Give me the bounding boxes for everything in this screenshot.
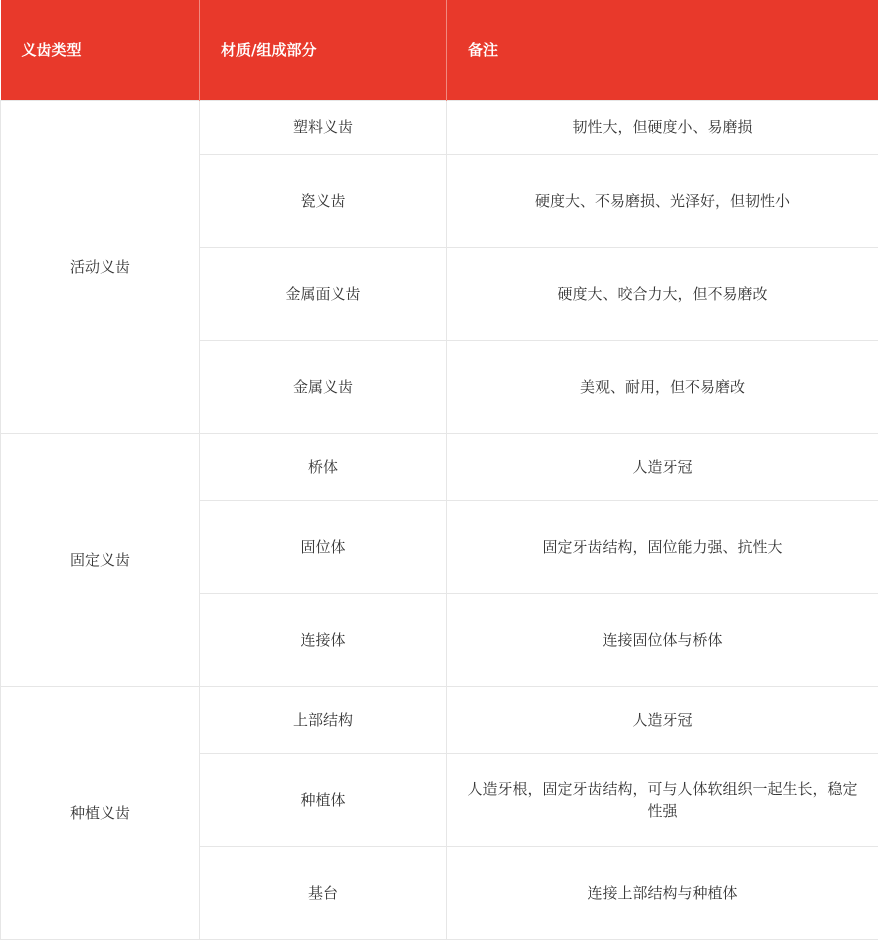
note-cell: 连接上部结构与种植体 [447,846,878,939]
note-cell: 硬度大、咬合力大，但不易磨改 [447,247,878,340]
header-note: 备注 [447,0,878,100]
part-cell: 基台 [200,846,447,939]
header-type: 义齿类型 [1,0,200,100]
part-cell: 桥体 [200,433,447,500]
part-cell: 连接体 [200,593,447,686]
type-cell: 固定义齿 [1,433,200,686]
table-row [1,433,878,500]
note-cell: 固定牙齿结构，固位能力强、抗性大 [447,500,878,593]
note-cell: 人造牙冠 [447,686,878,753]
part-cell: 上部结构 [200,686,447,753]
note-cell: 连接固位体与桥体 [447,593,878,686]
table-header-row [1,0,878,100]
note-cell: 人造牙根，固定牙齿结构，可与人体软组织一起生长，稳定性强 [447,753,878,846]
type-cell: 活动义齿 [1,100,200,433]
note-cell: 硬度大、不易磨损、光泽好，但韧性小 [447,154,878,247]
note-cell: 人造牙冠 [447,433,878,500]
note-cell: 韧性大，但硬度小、易磨损 [447,100,878,154]
part-cell: 金属义齿 [200,340,447,433]
part-cell: 固位体 [200,500,447,593]
table-row [1,686,878,753]
part-cell: 塑料义齿 [200,100,447,154]
part-cell: 种植体 [200,753,447,846]
part-cell: 瓷义齿 [200,154,447,247]
header-material: 材质/组成部分 [200,0,447,100]
part-cell: 金属面义齿 [200,247,447,340]
table-row [1,100,878,154]
note-cell: 美观、耐用，但不易磨改 [447,340,878,433]
type-cell: 种植义齿 [1,686,200,939]
